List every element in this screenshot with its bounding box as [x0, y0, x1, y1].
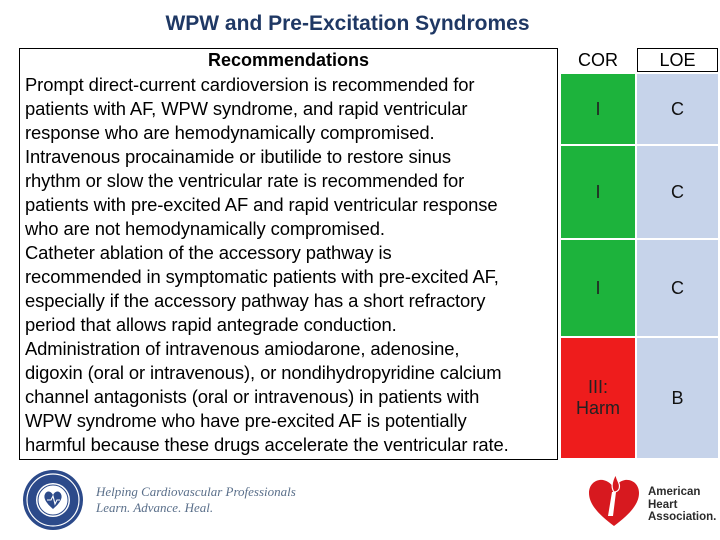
loe-header: LOE: [637, 48, 718, 72]
recommendation-line: Catheter ablation of the accessory pathway is: [25, 242, 392, 263]
recommendation-line: digoxin (oral or intravenous), or nondihydropyridine calcium: [25, 362, 502, 383]
acc-seal-logo-icon: [22, 469, 84, 531]
acc-tagline: Helping Cardiovascular Professionals Learn. Advance. Heal.: [96, 484, 296, 515]
recommendation-line: who are not hemodynamically compromised.: [25, 218, 385, 239]
recommendation-line: Intravenous procainamide or ibutilide to restore sinus: [25, 146, 451, 167]
recommendation-line: patients with AF, WPW syndrome, and rapid ventricular: [25, 98, 468, 119]
cor-cell-2: I: [561, 146, 635, 238]
recommendation-line: patients with pre-excited AF and rapid ventricular response: [25, 194, 498, 215]
recommendation-line: channel antagonists (oral or intravenous) in patients with: [25, 386, 480, 407]
recommendations-header: Recommendations: [207, 50, 370, 70]
recommendation-line: period that allows rapid antegrade conduction.: [25, 314, 397, 335]
loe-cell-2: C: [637, 146, 718, 238]
recommendation-2: [25, 145, 560, 241]
recommendation-line: WPW syndrome who have pre-excited AF is potentially: [25, 410, 467, 431]
recommendation-line: Prompt direct-current cardioversion is recommended for: [25, 74, 475, 95]
recommendation-1: [25, 73, 560, 145]
recommendation-4: [25, 337, 560, 457]
recommendation-line: rhythm or slow the ventricular rate is recommended for: [25, 170, 465, 191]
cor-header: COR: [561, 48, 635, 72]
recommendation-line: harmful because these drugs accelerate the ventricular rate.: [25, 434, 509, 455]
cor-cell-1: I: [561, 74, 635, 144]
slide-title: WPW and Pre-Excitation Syndromes: [165, 12, 530, 35]
loe-cell-4: B: [637, 338, 718, 458]
recommendation-line: recommended in symptomatic patients with pre-excited AF,: [25, 266, 499, 287]
recommendation-line: especially if the accessory pathway has a short refractory: [25, 290, 486, 311]
recommendation-line: response who are hemodynamically compromised.: [25, 122, 435, 143]
cor-cell-4: III: Harm: [561, 338, 635, 458]
recommendation-3: [25, 241, 560, 337]
aha-wordmark: American Heart Association.: [648, 486, 717, 523]
loe-cell-3: C: [637, 240, 718, 336]
recommendations-box: [19, 48, 558, 460]
aha-heart-torch-icon: [586, 472, 642, 530]
cor-cell-3: I: [561, 240, 635, 336]
recommendation-line: Administration of intravenous amiodarone, adenosine,: [25, 338, 460, 359]
loe-cell-1: C: [637, 74, 718, 144]
